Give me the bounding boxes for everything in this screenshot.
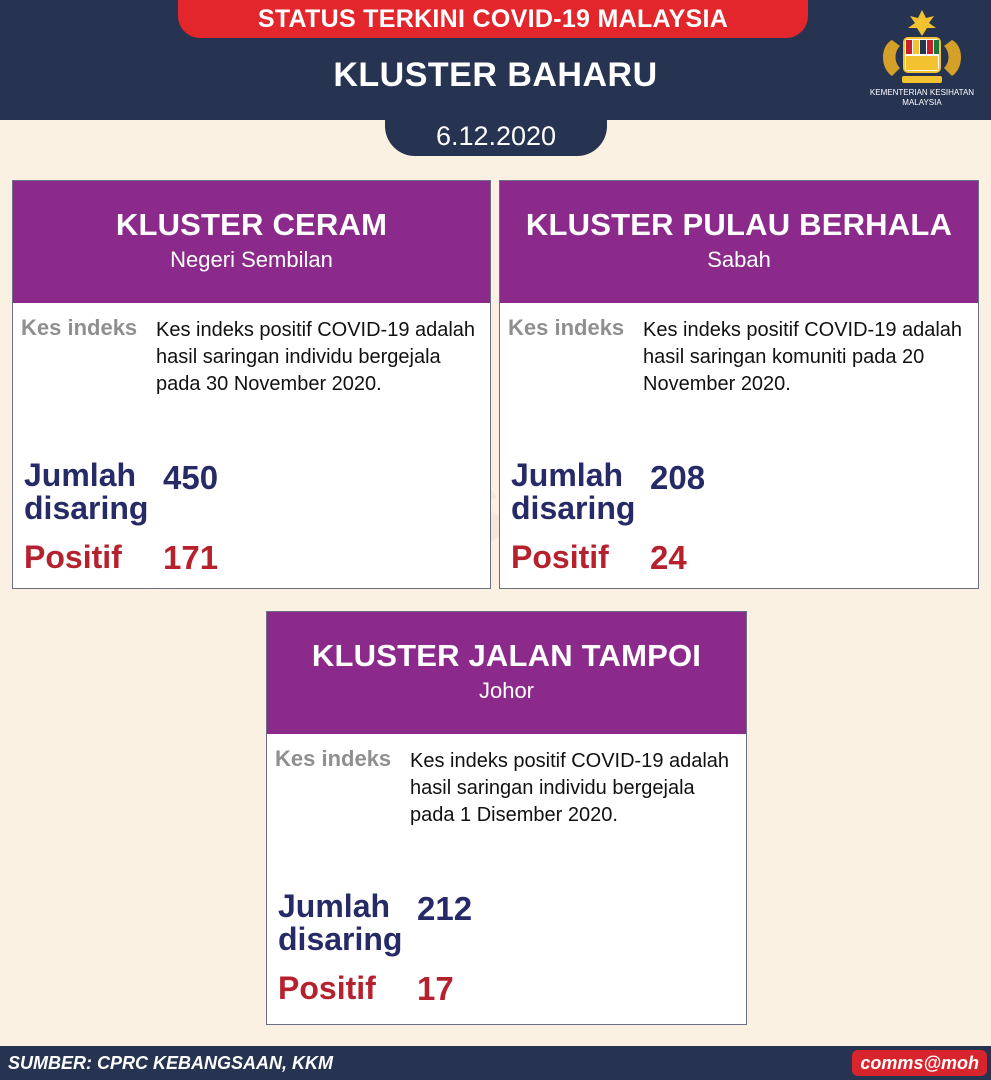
jumlah-label-line-2: disaring [278,921,403,957]
jumlah-disaring-value: 450 [163,459,219,496]
kes-indeks-text: Kes indeks positif COVID-19 adalah hasil saringan individu bergejala pada 1 Disember 2020. [410,750,730,826]
jumlah-label-line-1: Jumlah [278,888,391,924]
kes-indeks-label: Kes indeks [275,746,392,771]
cluster-state: Negeri Sembilan [170,247,333,272]
jumlah-disaring-label [511,459,635,525]
cluster-state: Johor [478,678,535,703]
cluster-header [267,612,746,734]
footer-bar [0,1046,991,1080]
page-title: KLUSTER BAHARU [333,56,658,94]
status-banner: STATUS TERKINI COVID-19 MALAYSIA [178,0,808,38]
cluster-name: KLUSTER CERAM [115,207,388,242]
cluster-header [13,181,490,303]
ministry-name [860,88,984,108]
positif-label: Positif [24,539,122,575]
jumlah-label-line-1: Jumlah [511,457,624,493]
brand-badge: comms@moh [852,1050,987,1076]
report-date: 6.12.2020 [385,116,607,156]
source-credit: SUMBER: CPRC KEBANGSAAN, KKM [8,1053,334,1073]
cluster-state: Sabah [707,247,771,272]
positif-value: 171 [163,539,219,576]
jumlah-disaring-label [278,890,402,956]
kes-indeks-text: Kes indeks positif COVID-19 adalah hasil saringan komuniti pada 20 November 2020. [643,319,963,395]
jumlah-label-line-2: disaring [511,490,636,526]
cluster-card-pulau-berhala [499,180,979,589]
positif-label: Positif [511,539,609,575]
cluster-name: KLUSTER PULAU BERHALA [525,207,953,242]
cluster-header [500,181,978,303]
jumlah-disaring-value: 212 [417,890,473,927]
jumlah-label-line-2: disaring [24,490,149,526]
kes-indeks-label: Kes indeks [508,315,625,340]
cluster-name: KLUSTER JALAN TAMPOI [311,638,702,673]
jumlah-disaring-value: 208 [650,459,706,496]
jumlah-disaring-label [24,459,148,525]
positif-value: 17 [417,970,454,1007]
ministry-line-2: MALAYSIA [902,98,942,107]
cluster-card-ceram [12,180,491,589]
positif-label: Positif [278,970,376,1006]
jumlah-label-line-1: Jumlah [24,457,137,493]
cluster-card-jalan-tampoi [266,611,747,1025]
header-bar [0,0,991,120]
kes-indeks-text: Kes indeks positif COVID-19 adalah hasil saringan individu bergejala pada 30 November 2020. [156,319,476,395]
positif-value: 24 [650,539,687,576]
malaysia-coat-of-arms-icon [872,6,972,86]
ministry-line-1: KEMENTERIAN KESIHATAN [869,88,975,97]
kes-indeks-label: Kes indeks [21,315,138,340]
